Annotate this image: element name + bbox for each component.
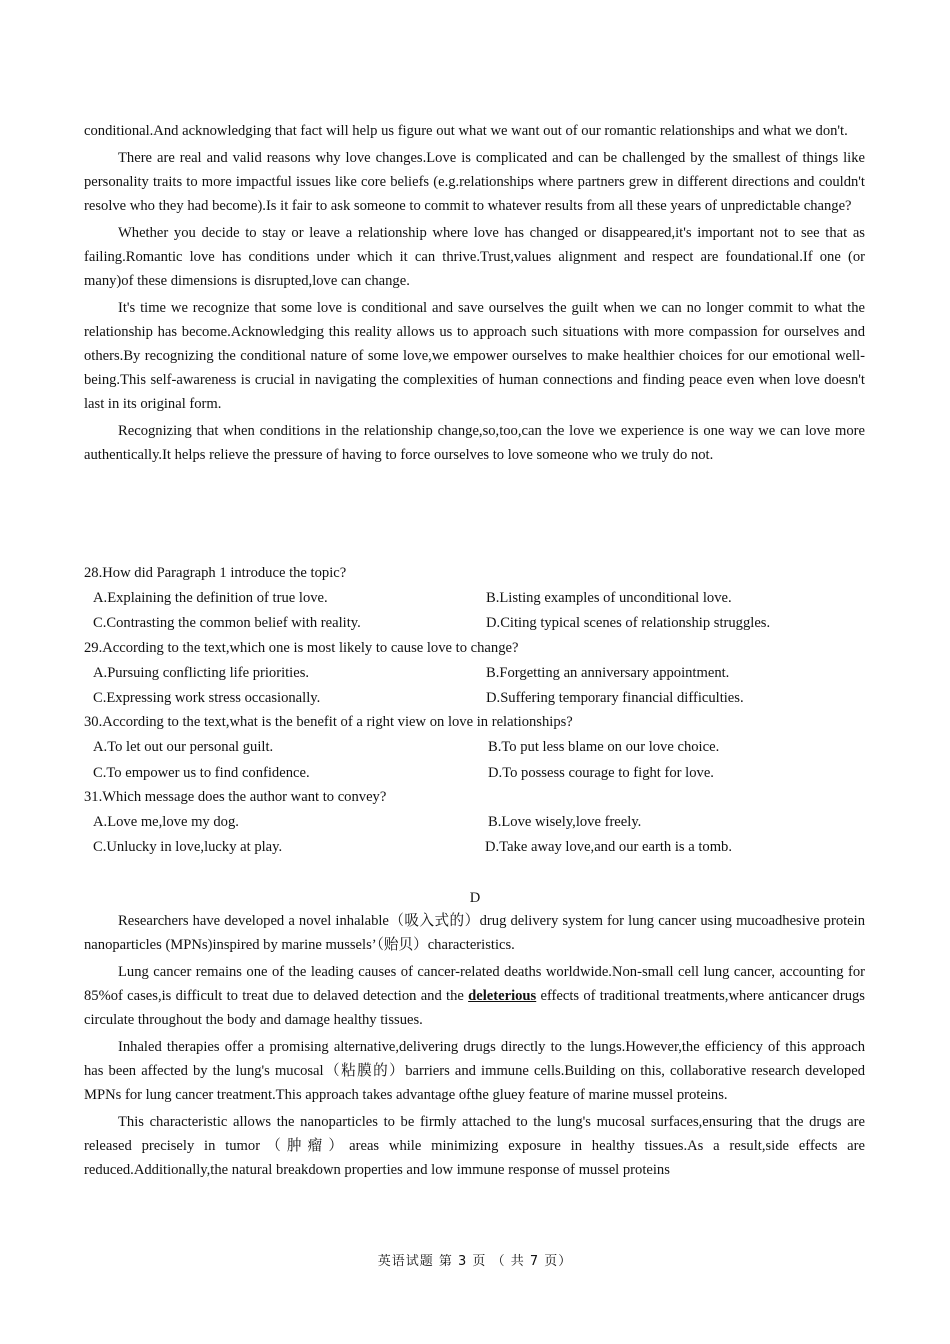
question-stem: 28.How did Paragraph 1 introduce the topic? bbox=[84, 565, 347, 581]
passage-c-paragraph-2: There are real and valid reasons why love changes.Love is complicated and can be challenged by the smallest of things like personality traits to more impactful issues like core beliefs (e.g.relationships where partners grew in different directions and couldn't resolve who they had become).Is it fair to ask someone to commit to whatever results from all these years of unpredictable change? bbox=[84, 150, 865, 214]
page-footer: 英语试题 第 3 页 （ 共 7 页） bbox=[377, 1254, 573, 1269]
question-30 bbox=[84, 710, 865, 786]
option-a: A.Love me,love my dog. bbox=[93, 813, 239, 830]
option-c: C.To empower us to find confidence. bbox=[93, 764, 310, 781]
passage-c-paragraph-5: Recognizing that when conditions in the relationship change,so,too,can the love we experience is one way we can love more authentically.It helps relieve the pressure of having to force ourselves to love someone who we truly do not. bbox=[84, 423, 865, 463]
passage-d-paragraph-2 bbox=[84, 960, 865, 1032]
option-a: A.Explaining the definition of true love. bbox=[93, 589, 328, 606]
option-c: C.Unlucky in love,lucky at play. bbox=[93, 838, 283, 855]
option-c: C.Contrasting the common belief with reality. bbox=[93, 614, 361, 631]
section-letter: D bbox=[469, 890, 481, 906]
option-c: C.Expressing work stress occasionally. bbox=[93, 689, 321, 706]
option-b: B.Listing examples of unconditional love. bbox=[486, 589, 732, 606]
passage-c-paragraph-4: It's time we recognize that some love is conditional and save ourselves the guilt when we can no longer commit to what the relationship has become.Acknowledging this reality allows us to approach such situations with more compassion for ourselves and others.By recognizing the conditional nature of some love,we empower ourselves to make healthier choices for our emotional well-being.This self-awareness is crucial in navigating the complexities of human connections and finding peace even when love doesn't last in its original form. bbox=[84, 300, 865, 412]
passage-c-paragraph-1: conditional.And acknowledging that fact will help us figure out what we want out of our romantic relationships and what we don't. bbox=[84, 123, 848, 139]
question-29 bbox=[84, 636, 865, 711]
option-d: D.Take away love,and our earth is a tomb. bbox=[485, 838, 732, 855]
paragraph-text: Lung cancer remains one of the leading causes of cancer-related deaths worldwide.Non-small cell lung cancer, accounting for 85%of cases,is difficult to treat due to delaved detection and the bbox=[84, 964, 865, 1004]
question-28 bbox=[84, 561, 865, 636]
option-b: B.To put less blame on our love choice. bbox=[488, 738, 720, 755]
option-d: D.Suffering temporary financial difficulties. bbox=[486, 689, 744, 706]
option-a: A.Pursuing conflicting life priorities. bbox=[93, 664, 310, 681]
paragraph-text: effects of traditional treatments,where anticancer drugs circulate throughout the body and damage healthy tissues. bbox=[84, 988, 865, 1028]
question-stem: 30.According to the text,what is the benefit of a right view on love in relationships? bbox=[84, 714, 573, 730]
passage-c bbox=[84, 119, 865, 470]
passage-d-paragraph-1: Researchers have developed a novel inhalable（吸入式的）drug delivery system for lung cancer using mucoadhesive protein nanoparticles (MPNs)inspired by marine mussels’（贻贝）characteristics. bbox=[84, 913, 865, 953]
option-b: B.Love wisely,love freely. bbox=[488, 813, 642, 830]
passage-c-paragraph-3: Whether you decide to stay or leave a relationship where love has changed or disappeared,it's important not to see that as failing.Romantic love has conditions under which it can thrive.Trust,values alignment and respect are foundational.If one (or many)of these dimensions is disrupted,love can change. bbox=[84, 225, 865, 289]
question-stem: 31.Which message does the author want to convey? bbox=[84, 789, 387, 805]
option-b: B.Forgetting an anniversary appointment. bbox=[486, 664, 730, 681]
underlined-keyword: deleterious bbox=[468, 988, 537, 1004]
passage-d-paragraph-4: This characteristic allows the nanoparticles to be firmly attached to the lung's mucosal surfaces,ensuring that the drugs are released precisely in tumor（肿瘤）areas while minimizing exposure in healthy tissues.As a result,side effects are reduced.Additionally,the natural breakdown properties and low immune response of mussel proteins bbox=[84, 1114, 865, 1178]
option-a: A.To let out our personal guilt. bbox=[93, 738, 274, 755]
passage-d bbox=[84, 909, 865, 1185]
option-d: D.To possess courage to fight for love. bbox=[488, 764, 714, 781]
question-31 bbox=[84, 785, 865, 860]
option-d: D.Citing typical scenes of relationship struggles. bbox=[486, 614, 771, 631]
passage-d-paragraph-3: Inhaled therapies offer a promising alternative,delivering drugs directly to the lungs.However,the efficiency of this approach has been affected by the lung's mucosal（粘膜的）barriers and immune cells.Building on this, collaborative research developed MPNs for lung cancer treatment.This approach takes advantage ofthe gluey feature of marine mussel proteins. bbox=[84, 1039, 865, 1103]
question-stem: 29.According to the text,which one is most likely to cause love to change? bbox=[84, 640, 519, 656]
